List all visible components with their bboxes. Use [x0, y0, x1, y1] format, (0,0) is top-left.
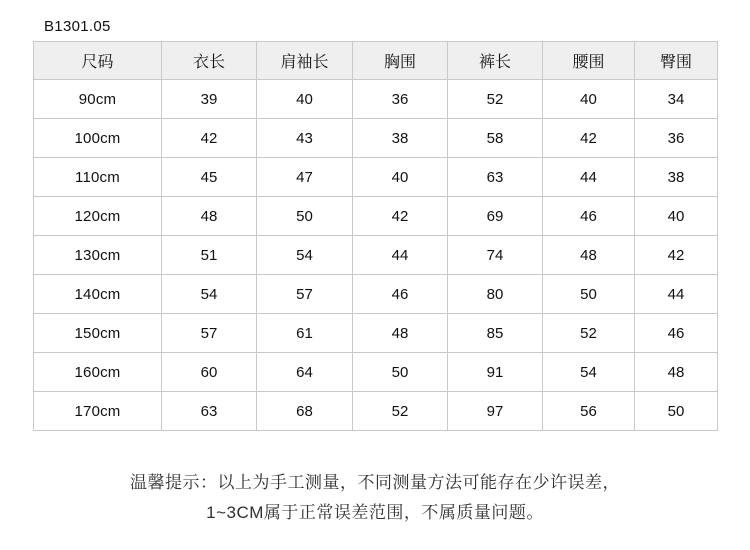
- table-row: [34, 236, 718, 275]
- cell-bust: 50: [353, 353, 448, 392]
- cell-bust: 38: [353, 119, 448, 158]
- cell-hip: 40: [635, 197, 718, 236]
- column-header-size: 尺码: [34, 42, 162, 80]
- cell-shoulder-sleeve: 61: [257, 314, 353, 353]
- column-header-pants-length: 裤长: [448, 42, 543, 80]
- cell-size: 150cm: [34, 314, 162, 353]
- cell-bust: 44: [353, 236, 448, 275]
- cell-pants-length: 58: [448, 119, 543, 158]
- cell-shoulder-sleeve: 57: [257, 275, 353, 314]
- table-header-row: [34, 42, 718, 80]
- cell-size: 110cm: [34, 158, 162, 197]
- product-code-label: B1301.05: [44, 18, 111, 35]
- table-row: [34, 353, 718, 392]
- cell-size: 130cm: [34, 236, 162, 275]
- column-header-hip: 臀围: [635, 42, 718, 80]
- cell-length: 42: [162, 119, 257, 158]
- cell-hip: 36: [635, 119, 718, 158]
- cell-size: 140cm: [34, 275, 162, 314]
- cell-hip: 44: [635, 275, 718, 314]
- cell-length: 57: [162, 314, 257, 353]
- cell-size: 120cm: [34, 197, 162, 236]
- cell-pants-length: 80: [448, 275, 543, 314]
- table-row: [34, 275, 718, 314]
- note-line-2: 1~3CM属于正常误差范围，不属质量问题。: [206, 503, 544, 522]
- cell-waist: 52: [543, 314, 635, 353]
- table-row: [34, 158, 718, 197]
- cell-waist: 40: [543, 80, 635, 119]
- cell-size: 100cm: [34, 119, 162, 158]
- table-row: [34, 392, 718, 431]
- cell-size: 90cm: [34, 80, 162, 119]
- cell-length: 48: [162, 197, 257, 236]
- cell-pants-length: 52: [448, 80, 543, 119]
- cell-pants-length: 91: [448, 353, 543, 392]
- note-line-1: 温馨提示：以上为手工测量，不同测量方法可能存在少许误差，: [130, 473, 620, 492]
- cell-pants-length: 85: [448, 314, 543, 353]
- cell-pants-length: 74: [448, 236, 543, 275]
- cell-hip: 34: [635, 80, 718, 119]
- table-row: [34, 80, 718, 119]
- cell-shoulder-sleeve: 50: [257, 197, 353, 236]
- column-header-shoulder-sleeve: 肩袖长: [257, 42, 353, 80]
- measurement-note: [0, 468, 750, 528]
- cell-bust: 46: [353, 275, 448, 314]
- table-row: [34, 197, 718, 236]
- cell-shoulder-sleeve: 40: [257, 80, 353, 119]
- cell-size: 160cm: [34, 353, 162, 392]
- cell-hip: 42: [635, 236, 718, 275]
- cell-bust: 36: [353, 80, 448, 119]
- table-row: [34, 119, 718, 158]
- cell-length: 45: [162, 158, 257, 197]
- cell-pants-length: 97: [448, 392, 543, 431]
- cell-length: 54: [162, 275, 257, 314]
- cell-size: 170cm: [34, 392, 162, 431]
- cell-length: 60: [162, 353, 257, 392]
- cell-bust: 42: [353, 197, 448, 236]
- cell-bust: 40: [353, 158, 448, 197]
- cell-length: 63: [162, 392, 257, 431]
- cell-waist: 42: [543, 119, 635, 158]
- cell-shoulder-sleeve: 68: [257, 392, 353, 431]
- size-table: [33, 41, 718, 431]
- cell-pants-length: 63: [448, 158, 543, 197]
- cell-waist: 56: [543, 392, 635, 431]
- cell-length: 39: [162, 80, 257, 119]
- cell-shoulder-sleeve: 54: [257, 236, 353, 275]
- cell-waist: 54: [543, 353, 635, 392]
- column-header-bust: 胸围: [353, 42, 448, 80]
- cell-bust: 48: [353, 314, 448, 353]
- cell-hip: 50: [635, 392, 718, 431]
- cell-hip: 48: [635, 353, 718, 392]
- cell-waist: 46: [543, 197, 635, 236]
- cell-waist: 50: [543, 275, 635, 314]
- cell-shoulder-sleeve: 64: [257, 353, 353, 392]
- table-row: [34, 314, 718, 353]
- cell-pants-length: 69: [448, 197, 543, 236]
- cell-bust: 52: [353, 392, 448, 431]
- cell-shoulder-sleeve: 47: [257, 158, 353, 197]
- cell-hip: 46: [635, 314, 718, 353]
- column-header-length: 衣长: [162, 42, 257, 80]
- column-header-waist: 腰围: [543, 42, 635, 80]
- cell-waist: 44: [543, 158, 635, 197]
- cell-hip: 38: [635, 158, 718, 197]
- cell-waist: 48: [543, 236, 635, 275]
- cell-length: 51: [162, 236, 257, 275]
- cell-shoulder-sleeve: 43: [257, 119, 353, 158]
